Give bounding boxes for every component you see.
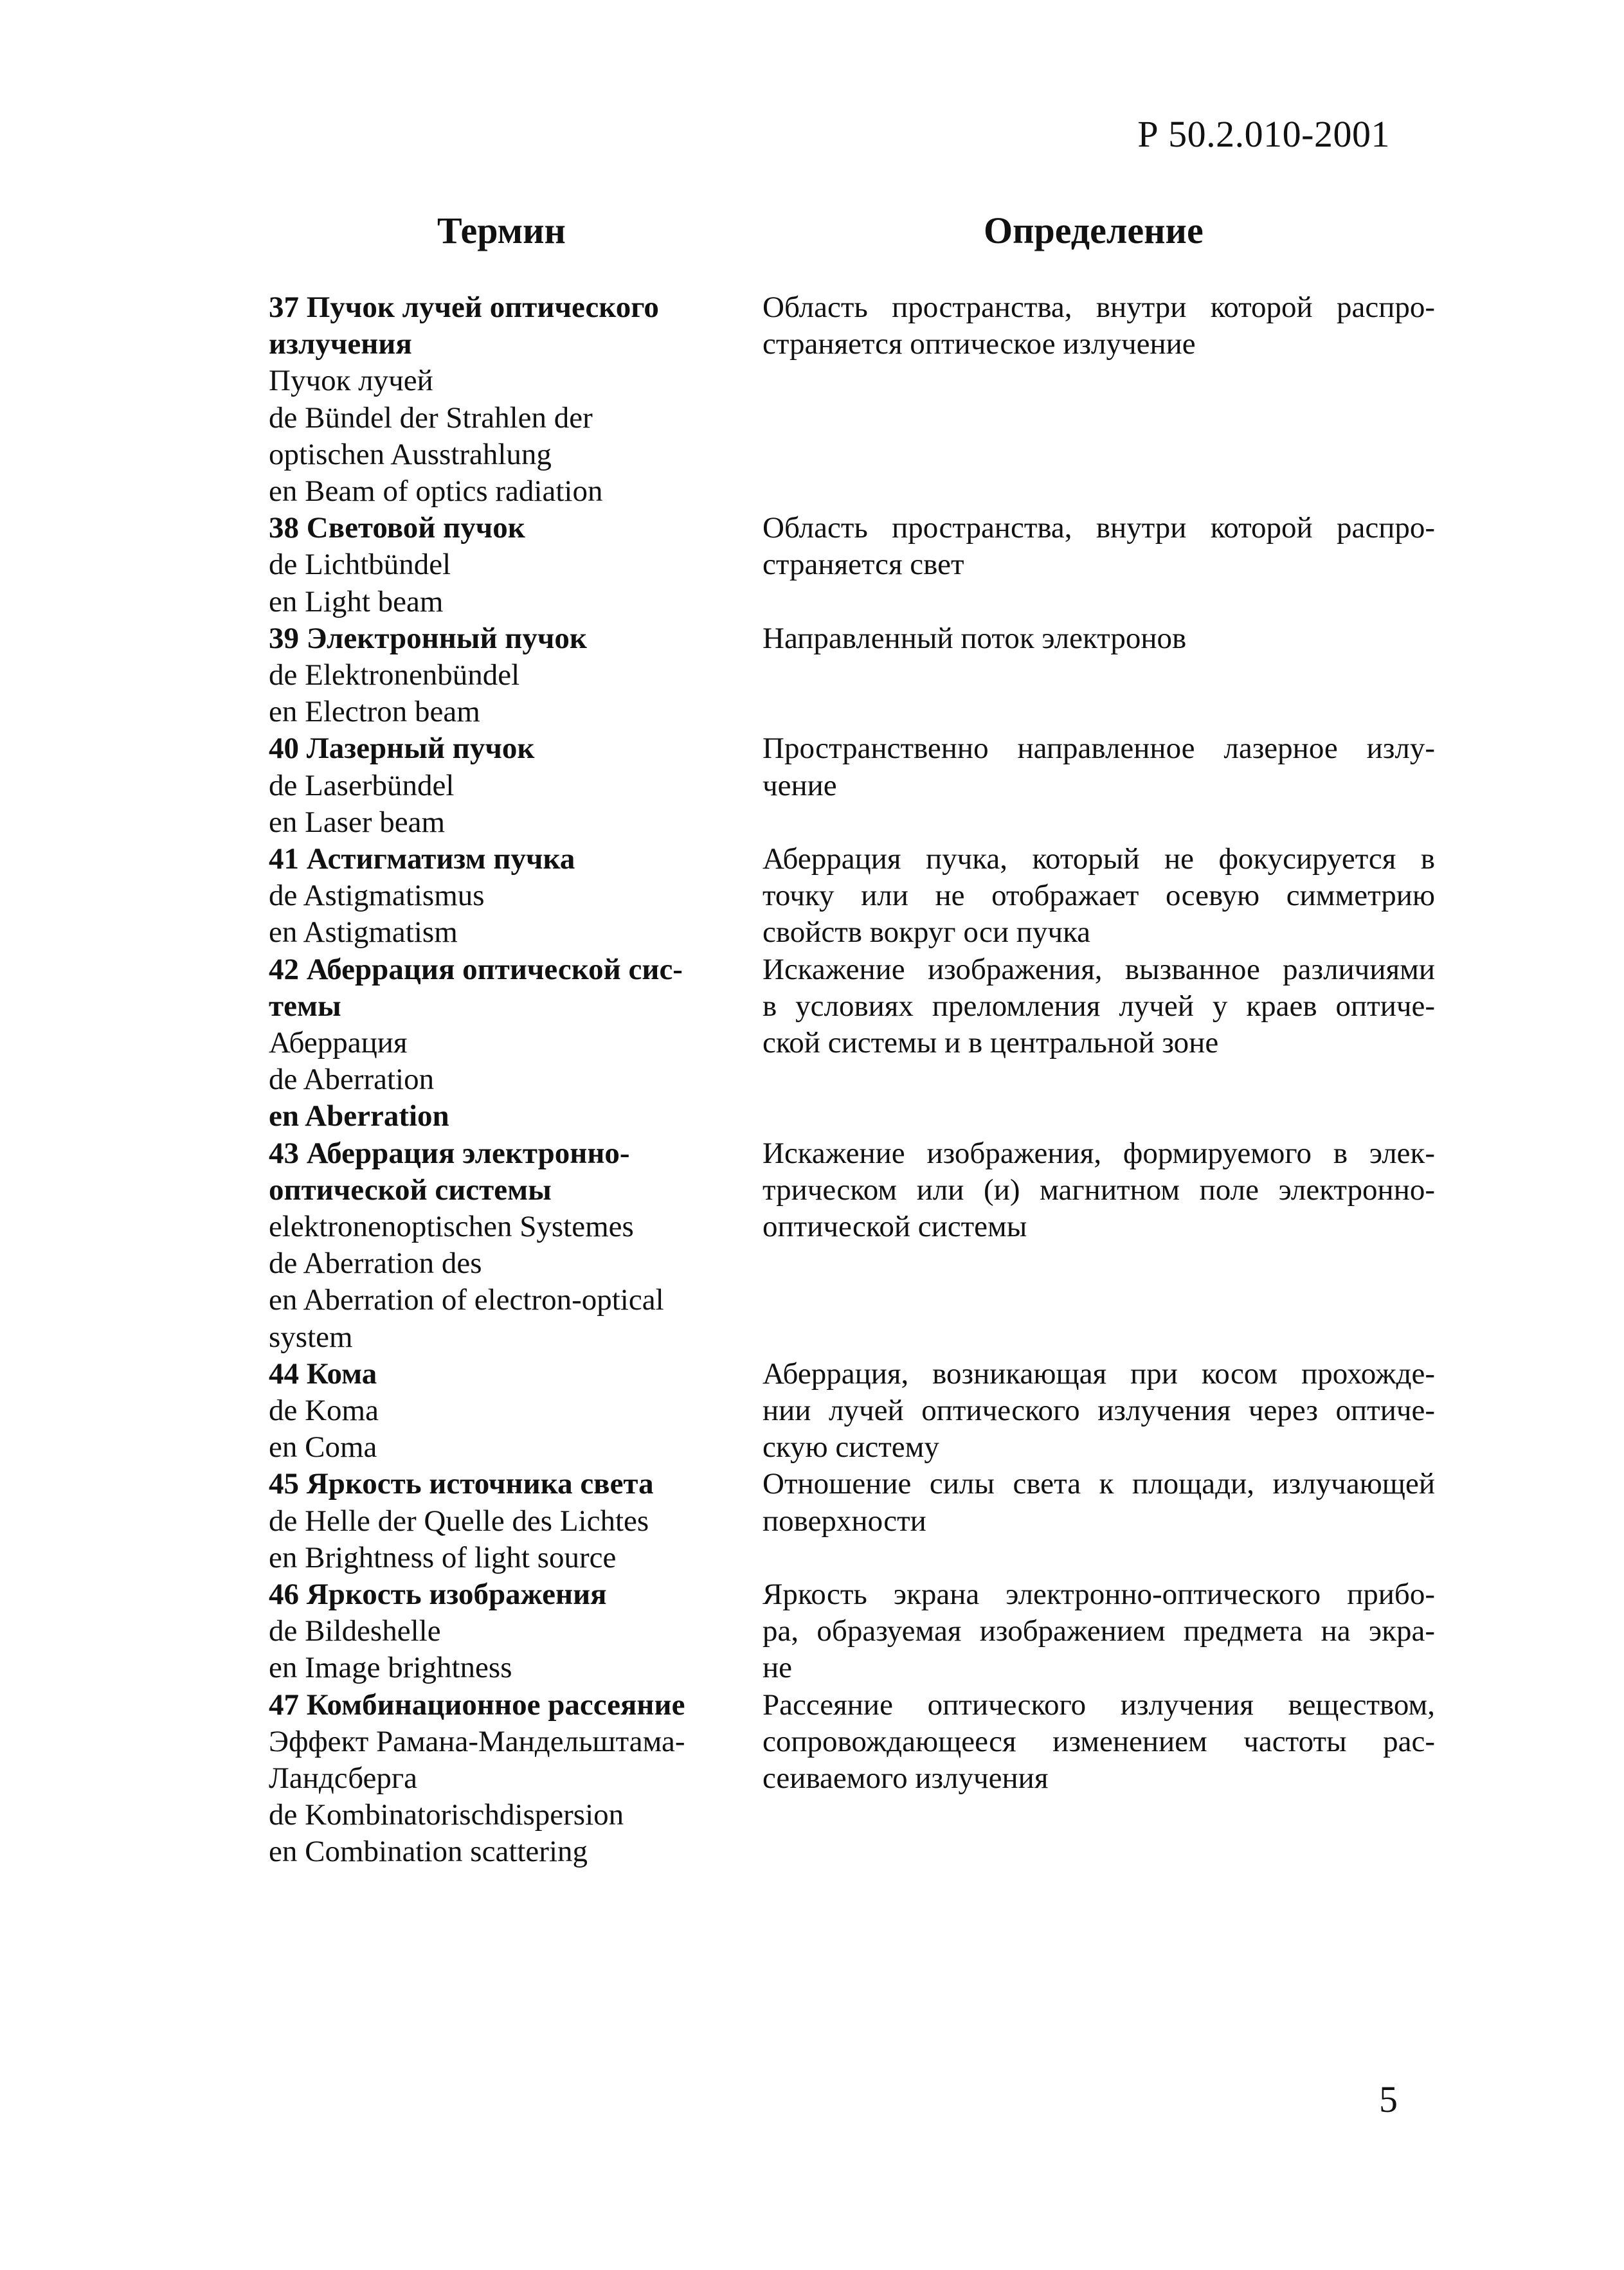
term-entry	[269, 1356, 1439, 1466]
term-synonym-line: Ландсберга	[269, 1761, 418, 1795]
term-synonym-line: de Helle der Quelle des Lichtes	[269, 1504, 649, 1538]
term-entry	[269, 1687, 1439, 1871]
definition-cell	[762, 1135, 1435, 1246]
definition-line: свойств вокруг оси пучка	[762, 915, 1091, 950]
term-synonym-line: de Koma	[269, 1393, 379, 1427]
term-synonym-line: en Astigmatism	[269, 915, 458, 950]
definition-line: Рассеяние оптического излучения веществом,	[762, 1688, 1435, 1722]
term-synonym-line: optischen Ausstrahlung	[269, 437, 552, 471]
definition-line: страняется свет	[762, 548, 964, 582]
page-number: 5	[1379, 2078, 1398, 2120]
definition-cell	[762, 620, 1435, 657]
definition-line: скую систему	[762, 1430, 939, 1464]
term-cell	[269, 841, 757, 951]
term-cell	[269, 951, 757, 1135]
term-title-line: 44 Кома	[269, 1356, 377, 1391]
definition-line: Область пространства, внутри которой распро-	[762, 511, 1435, 545]
definition-cell	[762, 289, 1435, 363]
definition-line: сопровождающееся изменением частоты рас-	[762, 1724, 1435, 1758]
definition-line: точку или не отображает осевую симметрию	[762, 879, 1435, 913]
definition-line: Направленный поток электронов	[762, 621, 1187, 655]
document-number: Р 50.2.010-2001	[1137, 113, 1390, 155]
definition-line: чение	[762, 768, 837, 802]
term-synonym-line: de Kombinatorischdispersion	[269, 1798, 624, 1832]
term-cell	[269, 620, 757, 731]
term-synonym-line: elektronenoptischen Systemes	[269, 1209, 634, 1243]
definition-line: оптической системы	[762, 1209, 1027, 1243]
term-synonym-line: en Coma	[269, 1430, 377, 1464]
term-cell	[269, 1687, 757, 1871]
definition-line: сеиваемого излучения	[762, 1761, 1049, 1795]
definition-line: Пространственно направленное лазерное излу-	[762, 732, 1435, 766]
definition-cell	[762, 1356, 1435, 1466]
definition-line: поверхности	[762, 1504, 926, 1538]
term-title-line: 42 Аберрация оптической сис-	[269, 952, 683, 986]
term-title-line: 38 Световой пучок	[269, 511, 525, 545]
term-synonym-line: en Combination scattering	[269, 1835, 588, 1869]
definition-cell	[762, 1687, 1435, 1797]
term-synonym-line: de Bildeshelle	[269, 1614, 441, 1648]
term-synonym-line: Эффект Рамана-Мандельштама-	[269, 1724, 685, 1758]
definition-cell	[762, 841, 1435, 951]
definition-line: ра, образуемая изображением предмета на экра-	[762, 1614, 1435, 1648]
term-entry	[269, 620, 1439, 731]
term-title-line: 41 Астигматизм пучка	[269, 842, 575, 876]
term-entry	[269, 289, 1439, 510]
term-cell	[269, 1576, 757, 1687]
term-synonym-line: de Lichtbündel	[269, 548, 451, 582]
term-title-line: 47 Комбинационное рассеяние	[269, 1688, 685, 1722]
term-title-line: 45 Яркость источника света	[269, 1467, 654, 1501]
definition-line: в условиях преломления лучей у краев оптиче-	[762, 989, 1435, 1023]
definition-line: Аберрация, возникающая при косом прохожде-	[762, 1356, 1435, 1391]
definition-line: страняется оптическое излучение	[762, 327, 1196, 361]
term-entry	[269, 510, 1439, 620]
term-entry	[269, 1466, 1439, 1576]
term-synonym-line: en Brightness of light source	[269, 1540, 617, 1574]
definition-line: Искажение изображения, вызванное различиями	[762, 952, 1435, 986]
term-cell	[269, 510, 757, 620]
term-title-line: 37 Пучок лучей оптического	[269, 291, 659, 324]
term-synonym-line: de Aberration	[269, 1063, 435, 1097]
definition-line: Аберрация пучка, который не фокусируется в	[762, 842, 1435, 876]
term-synonym-line: Пучок лучей	[269, 364, 433, 398]
term-title-line: излучения	[269, 327, 412, 361]
definition-line: Яркость экрана электронно-оптического прибо-	[762, 1577, 1435, 1611]
term-title-line: темы	[269, 989, 341, 1023]
term-entry	[269, 1135, 1439, 1356]
definition-cell	[762, 510, 1435, 583]
definition-cell	[762, 951, 1435, 1062]
term-entry	[269, 951, 1439, 1135]
term-cell	[269, 730, 757, 841]
term-synonym-line: en Laser beam	[269, 805, 446, 839]
term-entry	[269, 841, 1439, 951]
term-synonym-line: system	[269, 1320, 353, 1354]
term-synonym-line: de Aberration des	[269, 1247, 482, 1281]
term-title-line: 40 Лазерный пучок	[269, 732, 535, 766]
definition-line: не	[762, 1651, 793, 1685]
term-synonym-line: de Bündel der Strahlen der	[269, 401, 593, 435]
term-cell	[269, 1356, 757, 1466]
term-title-line: 46 Яркость изображения	[269, 1577, 607, 1611]
definition-cell	[762, 730, 1435, 804]
term-synonym-line: en Beam of optics radiation	[269, 474, 603, 508]
term-title-line: 43 Аберрация электронно-	[269, 1136, 630, 1170]
terms-table	[269, 289, 1439, 1871]
term-title-line: оптической системы	[269, 1173, 552, 1207]
term-synonym-line: en Image brightness	[269, 1651, 512, 1685]
definition-column-heading: Определение	[984, 210, 1204, 251]
term-synonym-line: de Laserbündel	[269, 768, 455, 802]
term-synonym-line: de Elektronenbündel	[269, 658, 520, 692]
term-cell	[269, 289, 757, 510]
term-synonym-line: Аберрация	[269, 1025, 408, 1059]
term-synonym-line: en Light beam	[269, 584, 444, 618]
definition-cell	[762, 1576, 1435, 1687]
term-synonym-line: en Electron beam	[269, 695, 480, 729]
definition-line: Искажение изображения, формируемого в элек-	[762, 1136, 1435, 1170]
term-title-line: 39 Электронный пучок	[269, 621, 587, 655]
term-synonym-line: en Aberration of electron-optical	[269, 1283, 664, 1317]
definition-line: Отношение силы света к площади, излучающей	[762, 1467, 1435, 1501]
term-cell	[269, 1466, 757, 1576]
definition-line: трическом или (и) магнитном поле электронно-	[762, 1173, 1435, 1207]
definition-cell	[762, 1466, 1435, 1539]
term-entry	[269, 730, 1439, 841]
definition-line: Область пространства, внутри которой распро-	[762, 291, 1435, 324]
definition-line: ской системы и в центральной зоне	[762, 1025, 1219, 1059]
term-column-heading: Термин	[437, 210, 566, 251]
term-entry	[269, 1576, 1439, 1687]
term-synonym-line: de Astigmatismus	[269, 879, 485, 913]
definition-line: нии лучей оптического излучения через оптиче-	[762, 1393, 1435, 1427]
term-cell	[269, 1135, 757, 1356]
term-synonym-line: en Aberration	[269, 1099, 449, 1133]
